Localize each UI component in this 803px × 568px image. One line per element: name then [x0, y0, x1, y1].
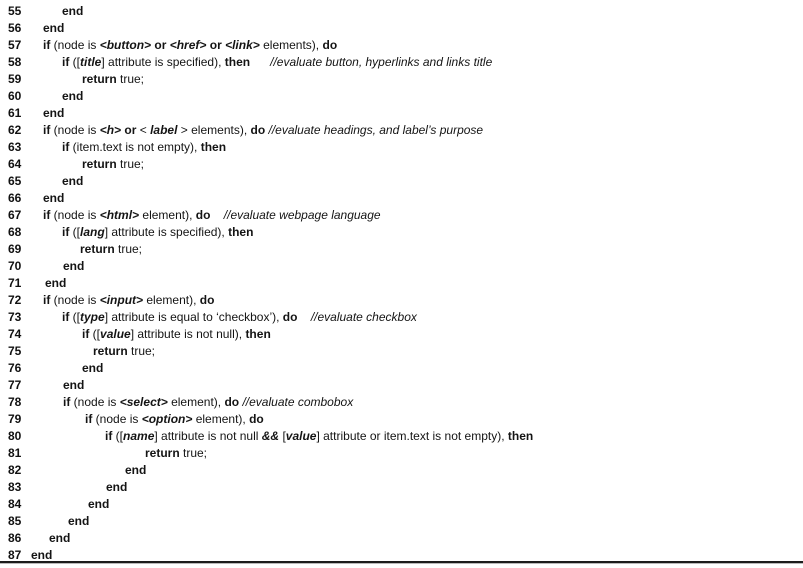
line-number: 58	[8, 55, 22, 69]
code-text: end	[125, 463, 147, 477]
line-number: 72	[8, 293, 22, 307]
code-line	[0, 360, 803, 377]
code-line	[0, 3, 803, 20]
code-text: if ([value] attribute is not null), then	[82, 327, 271, 341]
code-line	[0, 173, 803, 190]
code-line	[0, 343, 803, 360]
code-line	[0, 207, 803, 224]
code-line	[0, 292, 803, 309]
line-number: 64	[8, 157, 22, 171]
line-number: 73	[8, 310, 22, 324]
code-line	[0, 88, 803, 105]
code-line	[0, 20, 803, 37]
code-line	[0, 71, 803, 88]
code-line	[0, 190, 803, 207]
code-text: end	[31, 548, 53, 562]
line-number: 75	[8, 344, 22, 358]
code-text: if ([title] attribute is specified), then //evaluate button, hyperlinks and links title	[62, 55, 493, 69]
code-line	[0, 224, 803, 241]
code-text: end	[106, 480, 128, 494]
line-number: 60	[8, 89, 22, 103]
code-text: return true;	[82, 72, 145, 86]
line-number: 81	[8, 446, 22, 460]
code-line	[0, 258, 803, 275]
line-number: 70	[8, 259, 22, 273]
code-text: end	[63, 378, 85, 392]
algorithm-listing	[0, 3, 803, 564]
code-text: if ([lang] attribute is specified), then	[62, 225, 254, 239]
line-number: 65	[8, 174, 22, 188]
line-number: 62	[8, 123, 22, 137]
code-line	[0, 530, 803, 547]
code-text: if (node is <option> element), do	[85, 412, 264, 426]
line-number: 79	[8, 412, 22, 426]
code-text: if ([type] attribute is equal to ‘checkbox’), do //evaluate checkbox	[62, 310, 417, 324]
code-line	[0, 377, 803, 394]
code-text: end	[45, 276, 67, 290]
code-line	[0, 309, 803, 326]
code-text: return true;	[93, 344, 156, 358]
line-number: 77	[8, 378, 22, 392]
line-number: 78	[8, 395, 22, 409]
line-number: 71	[8, 276, 22, 290]
code-line	[0, 479, 803, 496]
code-text: return true;	[145, 446, 208, 460]
line-number: 83	[8, 480, 22, 494]
code-line	[0, 394, 803, 411]
code-line	[0, 37, 803, 54]
code-line	[0, 139, 803, 156]
code-text: if (node is <select> element), do //evaluate combobox	[63, 395, 354, 409]
code-line	[0, 275, 803, 292]
code-line	[0, 513, 803, 530]
code-text: end	[62, 4, 84, 18]
line-number: 55	[8, 4, 22, 18]
code-text: end	[88, 497, 110, 511]
line-number: 56	[8, 21, 22, 35]
code-text: end	[43, 21, 65, 35]
code-line	[0, 105, 803, 122]
code-line	[0, 445, 803, 462]
code-line	[0, 428, 803, 445]
code-text: if (node is <button> or <href> or <link> elements), do	[43, 38, 338, 52]
line-number: 67	[8, 208, 22, 222]
line-number: 69	[8, 242, 22, 256]
line-number: 74	[8, 327, 22, 341]
line-number: 63	[8, 140, 22, 154]
line-number: 85	[8, 514, 22, 528]
code-text: end	[62, 89, 84, 103]
code-line	[0, 496, 803, 513]
line-number: 68	[8, 225, 22, 239]
code-text: end	[62, 174, 84, 188]
code-text: if (node is <h> or < label > elements), do //evaluate headings, and label’s purpose	[43, 123, 484, 137]
line-number: 84	[8, 497, 22, 511]
code-text: end	[49, 531, 71, 545]
algorithm-bottom-rule	[0, 561, 803, 564]
line-number: 59	[8, 72, 22, 86]
code-text: end	[82, 361, 104, 375]
line-number: 86	[8, 531, 22, 545]
code-text: end	[68, 514, 90, 528]
code-line	[0, 411, 803, 428]
code-line	[0, 54, 803, 71]
code-text: end	[43, 106, 65, 120]
line-number: 82	[8, 463, 22, 477]
line-number: 57	[8, 38, 22, 52]
code-line	[0, 156, 803, 173]
code-text: if (item.text is not empty), then	[62, 140, 227, 154]
code-text: end	[63, 259, 85, 273]
code-line	[0, 462, 803, 479]
code-text: if (node is <input> element), do	[43, 293, 215, 307]
code-text: return true;	[82, 157, 145, 171]
code-text: end	[43, 191, 65, 205]
line-number: 80	[8, 429, 22, 443]
code-text: return true;	[80, 242, 143, 256]
line-number: 87	[8, 548, 22, 562]
code-line	[0, 241, 803, 258]
line-number: 66	[8, 191, 22, 205]
code-text: if (node is <html> element), do //evaluate webpage language	[43, 208, 381, 222]
line-number: 76	[8, 361, 22, 375]
code-line	[0, 326, 803, 343]
line-number: 61	[8, 106, 22, 120]
code-line	[0, 122, 803, 139]
code-text: if ([name] attribute is not null && [value] attribute or item.text is not empty), then	[105, 429, 534, 443]
